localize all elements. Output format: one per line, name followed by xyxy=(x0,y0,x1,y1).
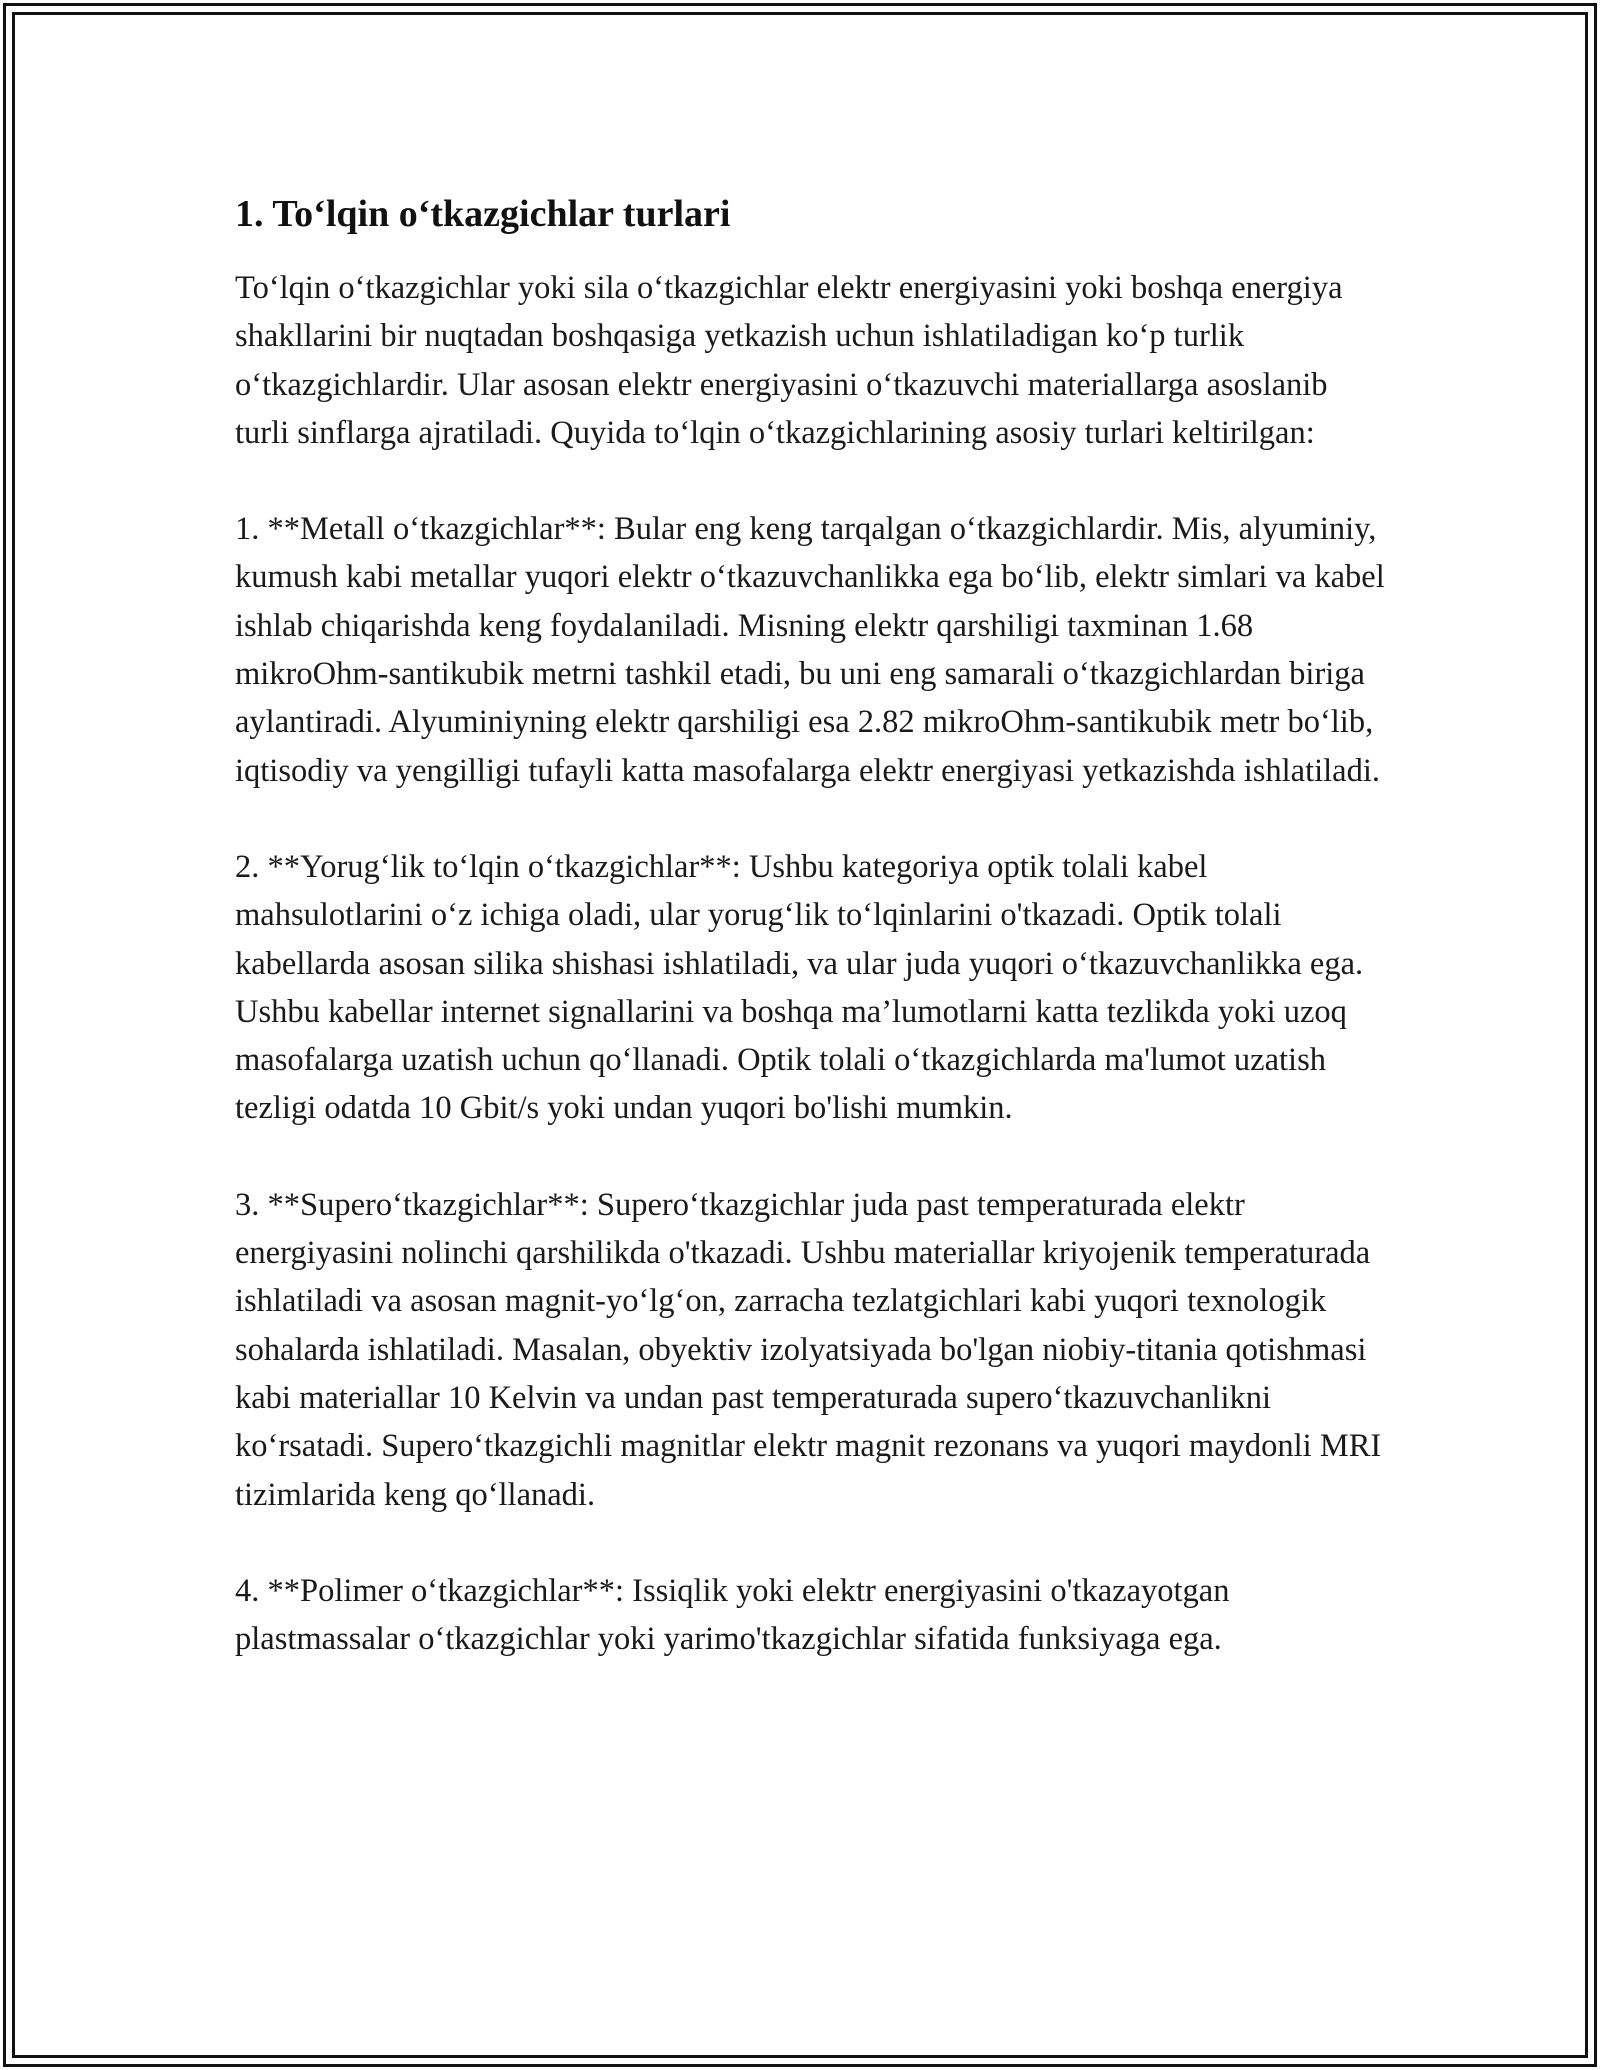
section-heading: 1. To‘lqin o‘tkazgichlar turlari xyxy=(235,193,731,235)
polymer-conductors-paragraph: 4. **Polimer o‘tkazgichlar**: Issiqlik yoki elektr energiyasini o'tkazayotgan plastmassalar o‘tkazgichlar yoki yarimo'tkazgichlar sifatida funksiyaga ega. xyxy=(235,1572,1230,1658)
superconductors-paragraph: 3. **Supero‘tkazgichlar**: Supero‘tkazgichlar juda past temperaturada elektr energiyasini nolinchi qarshilikda o'tkazadi. Ushbu materiallar kriyojenik temperaturada ishlatiladi va asosan magnit-yo‘lg‘on, zarracha tezlatgichlari kabi yuqori texnologik sohalarda ishlatiladi. Masalan, obyektiv izolyatsiyada bo'lgan niobiy-titania qotishmasi kabi materiallar 10 Kelvin va undan past temperaturada supero‘tkazuvchanlikni ko‘rsatadi. Supero‘tkazgichli magnitlar elektr magnit rezonans va yuqori maydonli MRI tizimlarida keng qo‘llanadi. xyxy=(235,1186,1382,1513)
document-body xyxy=(235,190,1385,1663)
intro-paragraph: To‘lqin o‘tkazgichlar yoki sila o‘tkazgichlar elektr energiyasini yoki boshqa energiya shakllarini bir nuqtadan boshqasiga yetkazish uchun ishlatiladigan ko‘p turlik o‘tkazgichlardir. Ular asosan elektr energiyasini o‘tkazuvchi materiallarga asoslanib turli sinflarga ajratiladi. Quyida to‘lqin o‘tkazgichlarining asosiy turlari keltirilgan: xyxy=(235,270,1343,451)
metal-conductors-paragraph: 1. **Metall o‘tkazgichlar**: Bular eng keng tarqalgan o‘tkazgichlardir. Mis, alyuminiy, kumush kabi metallar yuqori elektr o‘tkazuvchanlikka ega bo‘lib, elektr simlari va kabel ishlab chiqarishda keng foydalaniladi. Misning elektr qarshiligi taxminan 1.68 mikroOhm-santikubik metrni tashkil etadi, bu uni eng samarali o‘tkazgichlardan biriga aylantiradi. Alyuminiyning elektr qarshiligi esa 2.82 mikroOhm-santikubik metr bo‘lib, iqtisodiy va yengilligi tufayli katta masofalarga elektr energiyasi yetkazishda ishlatiladi. xyxy=(235,511,1385,789)
light-waveguides-paragraph: 2. **Yorug‘lik to‘lqin o‘tkazgichlar**: Ushbu kategoriya optik tolali kabel mahsulotlarini o‘z ichiga oladi, ular yorug‘lik to‘lqinlarini o'tkazadi. Optik tolali kabellarda asosan silika shishasi ishlatiladi, va ular juda yuqori o‘tkazuvchanlikka ega. Ushbu kabellar internet signallarini va boshqa ma’lumotlarni katta tezlikda yoki uzoq masofalarga uzatish uchun qo‘llanadi. Optik tolali o‘tkazgichlarda ma'lumot uzatish tezligi odatda 10 Gbit/s yoki undan yuqori bo'lishi mumkin. xyxy=(235,848,1364,1127)
